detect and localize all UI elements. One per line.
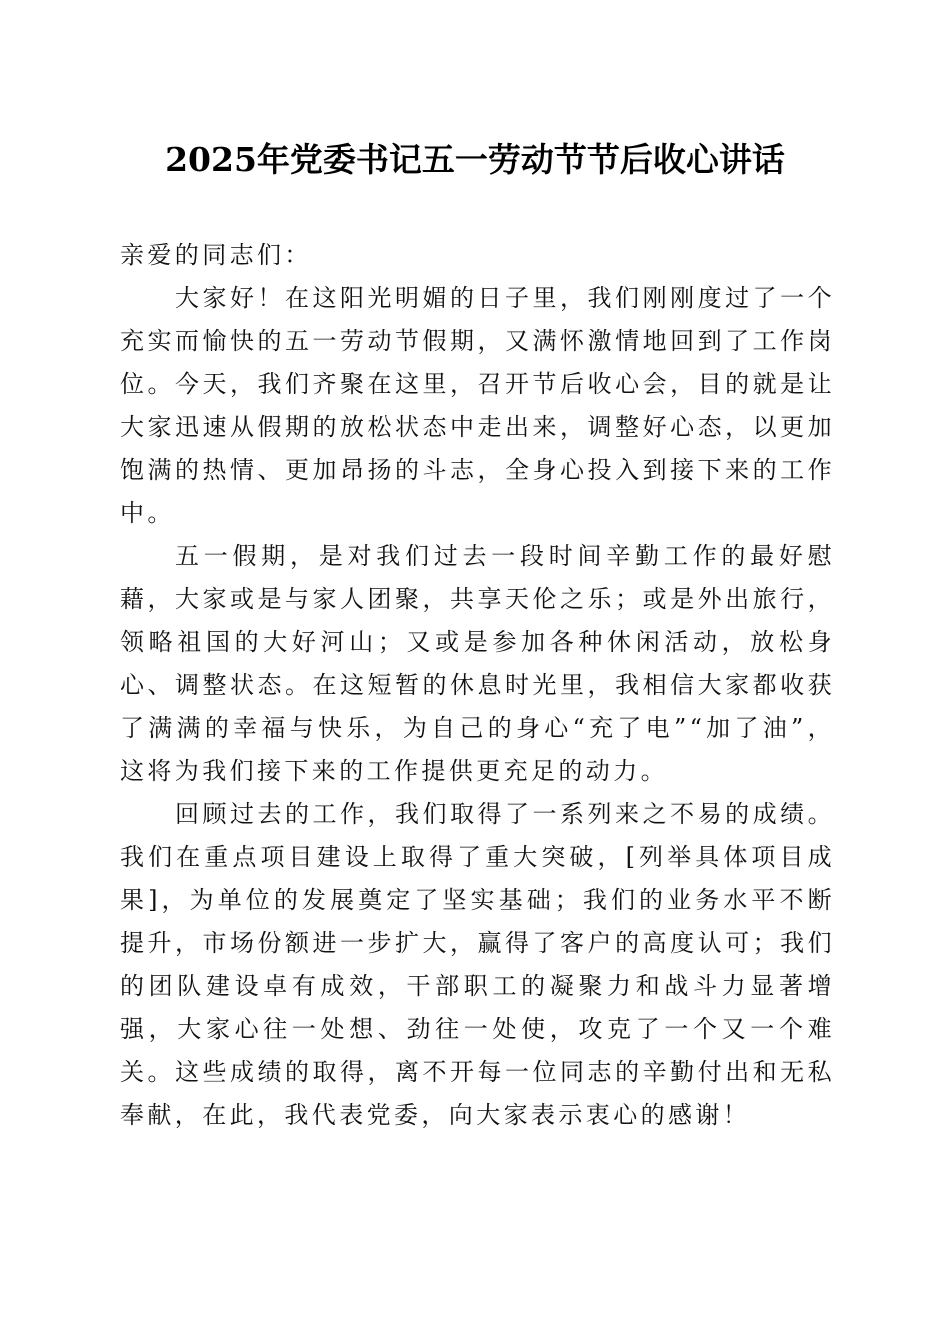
document-body: [120, 234, 835, 1137]
salutation: 亲爱的同志们：: [120, 241, 312, 269]
paragraph-holiday: 五一假期，是对我们过去一段时间辛勤工作的最好慰藉，大家或是与家人团聚，共享天伦之乐；或是外出旅行，领略祖国的大好河山；又或是参加各种休闲活动，放松身心、调整状态。在这短暂的休息时光里，我相信大家都收获了满满的幸福与快乐，为自己的身心“充了电”“加了油”，这将为我们接下来的工作提供更充足的动力。: [120, 542, 835, 785]
paragraph-greeting: 大家好！在这阳光明媚的日子里，我们刚刚度过了一个充实而愉快的五一劳动节假期，又满怀激情地回到了工作岗位。今天，我们齐聚在这里，召开节后收心会，目的就是让大家迅速从假期的放松状态中走出来，调整好心态，以更加饱满的热情、更加昂扬的斗志，全身心投入到接下来的工作中。: [120, 284, 835, 527]
paragraph-review: 回顾过去的工作，我们取得了一系列来之不易的成绩。我们在重点项目建设上取得了重大突破，[列举具体项目成果]，为单位的发展奠定了坚实基础；我们的业务水平不断提升，市场份额进一步扩大，赢得了客户的高度认可；我们的团队建设卓有成效，干部职工的凝聚力和战斗力显著增强，大家心往一处想、劲往一处使，攻克了一个又一个难关。这些成绩的取得，离不开每一位同志的辛勤付出和无私奉献，在此，我代表党委，向大家表示衷心的感谢！: [120, 800, 835, 1129]
document-title: 2025年党委书记五一劳动节节后收心讲话: [165, 140, 785, 179]
